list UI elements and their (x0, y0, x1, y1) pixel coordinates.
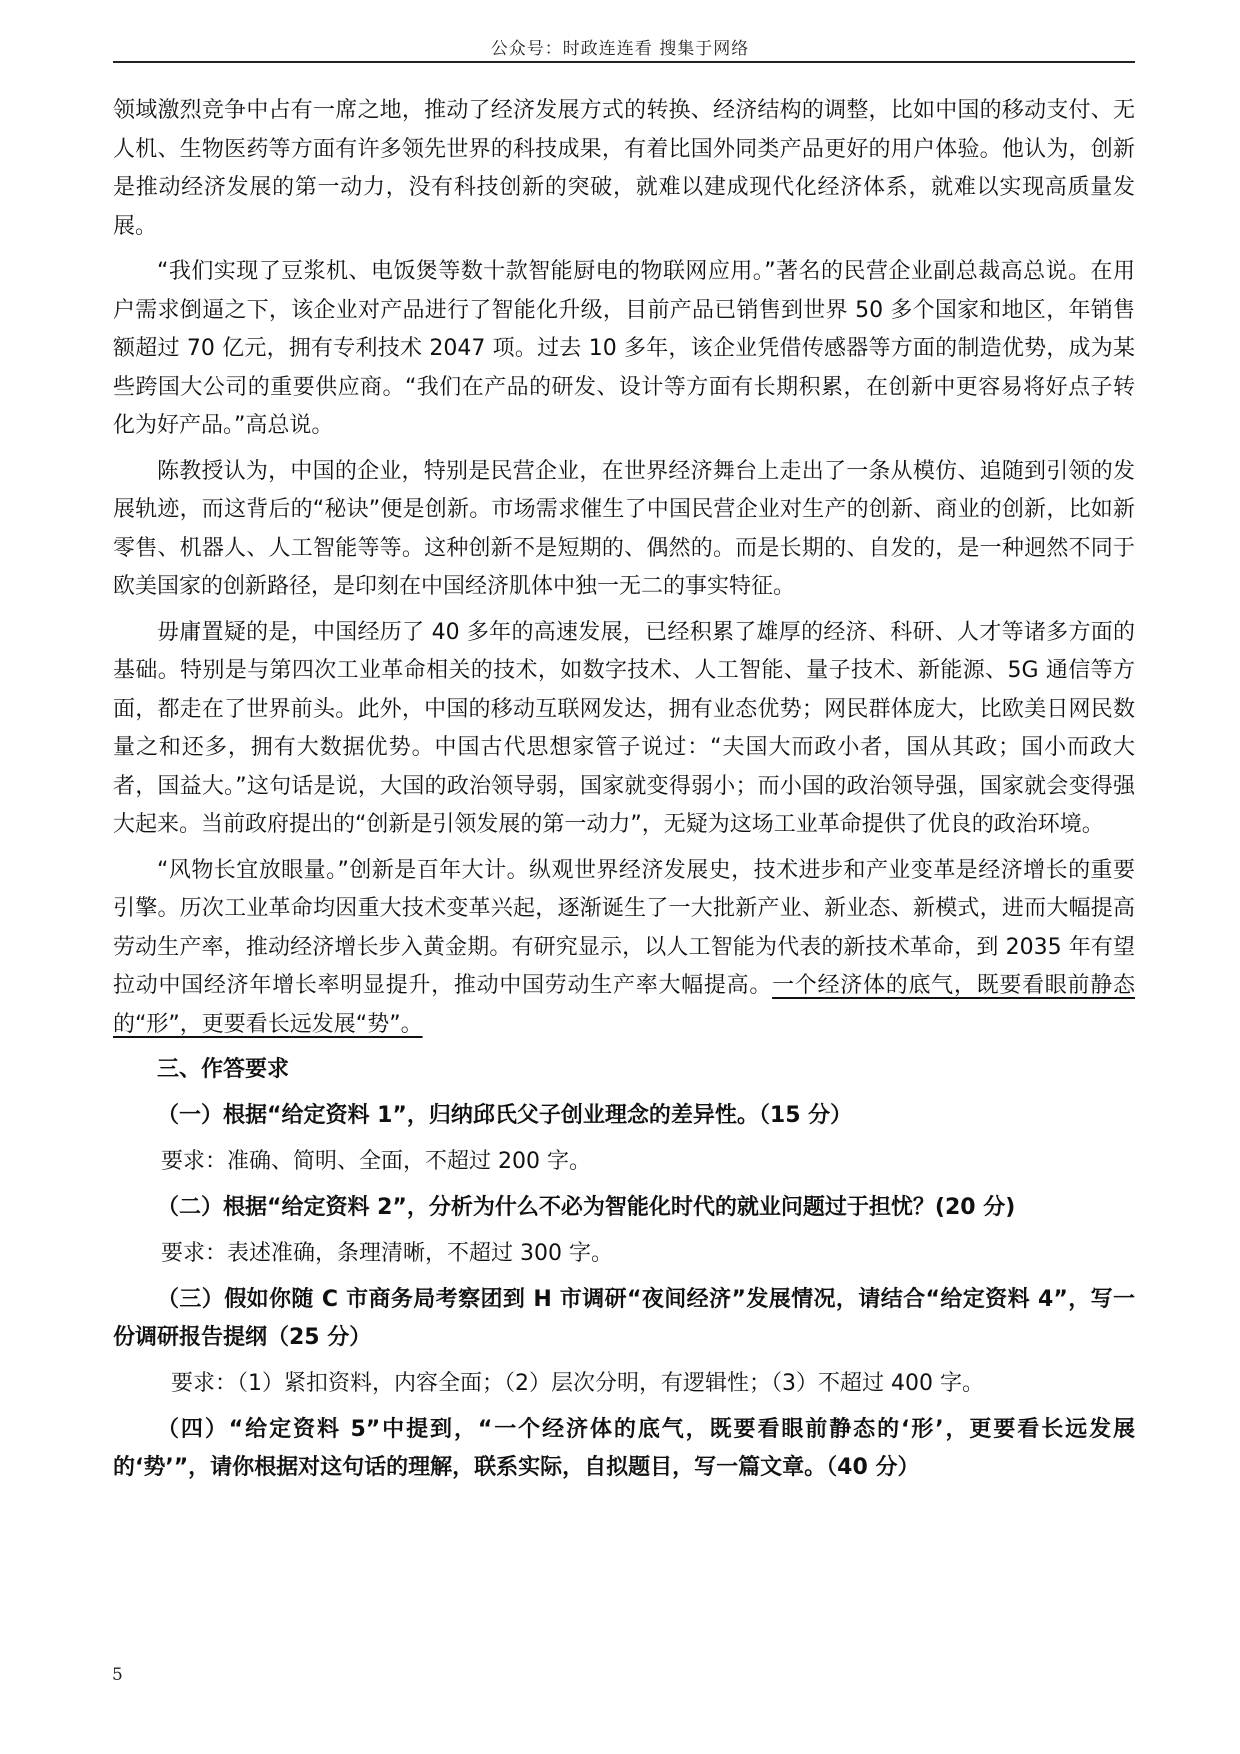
body-paragraph-5-text: “风物长宜放眼量。”创新是百年大计。纵观世界经济发展史，技术进步和产业变革是经济增长的重要引擎。历次工业革命均因重大技术变革兴起，逐渐诞生了一大批新产业、新业态、新模式，进而大幅提高劳动生产率，推动经济增长步入黄金期。有研究显示，以人工智能为代表的新技术革命，到 2035 年有望拉动中国经济年增长率明显提升，推动中国劳动生产率大幅提高。 (113, 857, 1135, 998)
question-2: （二）根据“给定资料 2”，分析为什么不必为智能化时代的就业问题过于担忧？(20 分) (157, 1195, 1016, 1220)
question-2-requirement: 要求：表述准确，条理清晰，不超过 300 字。 (161, 1241, 613, 1266)
page-number: 5 (112, 1665, 123, 1685)
document-body (113, 92, 1135, 1495)
body-paragraph-4: 毋庸置疑的是，中国经历了 40 多年的高速发展，已经积累了雄厚的经济、科研、人才等诸多方面的基础。特别是与第四次工业革命相关的技术，如数字技术、人工智能、量子技术、新能源、5G 通信等方面，都走在了世界前头。此外，中国的移动互联网发达，拥有业态优势；网民群体庞大，比欧美日网民数量之和还多，拥有大数据优势。中国古代思想家管子说过：“夫国大而政小者，国从其政；国小而政大者，国益大。”这句话是说，大国的政治领导弱，国家就变得弱小；而小国的政治领导强，国家就会变得强大起来。当前政府提出的“创新是引领发展的第一动力”，无疑为这场工业革命提供了优良的政治环境。 (113, 619, 1135, 837)
body-paragraph-2: “我们实现了豆浆机、电饭煲等数十款智能厨电的物联网应用。”著名的民营企业副总裁高总说。在用户需求倒逼之下，该企业对产品进行了智能化升级，目前产品已销售到世界 50 多个国家和地区，年销售额超过 70 亿元，拥有专利技术 2047 项。过去 10 多年，该企业凭借传感器等方面的制造优势，成为某些跨国大公司的重要供应商。“我们在产品的研发、设计等方面有长期积累，在创新中更容易将好点子转化为好产品。”高总说。 (113, 259, 1135, 438)
header-divider (113, 61, 1135, 63)
body-paragraph-5 (113, 852, 1135, 1045)
question-1: （一）根据“给定资料 1”，归纳邱氏父子创业理念的差异性。（15 分） (157, 1103, 853, 1128)
page-header: 公众号：时政连连看 搜集于网络 (490, 39, 750, 59)
section-title-answer-requirements: 三、作答要求 (157, 1057, 290, 1082)
underlined-key-sentence: 一个经济体的底气，既要看眼前静态的“形”，更要看长远发展“势”。 (113, 973, 1135, 1037)
question-3-requirement: 要求：（1）紧扣资料，内容全面；（2）层次分明，有逻辑性；（3）不超过 400 字。 (171, 1371, 984, 1396)
question-3: （三）假如你随 C 市商务局考察团到 H 市调研“夜间经济”发展情况，请结合“给定资料 4”，写一份调研报告提纲（25 分） (113, 1287, 1135, 1350)
question-1-requirement: 要求：准确、简明、全面，不超过 200 字。 (161, 1149, 591, 1174)
body-paragraph-3: 陈教授认为，中国的企业，特别是民营企业，在世界经济舞台上走出了一条从模仿、追随到引领的发展轨迹，而这背后的“秘诀”便是创新。市场需求催生了中国民营企业对生产的创新、商业的创新，比如新零售、机器人、人工智能等等。这种创新不是短期的、偶然的。而是长期的、自发的，是一种迥然不同于欧美国家的创新路径，是印刻在中国经济肌体中独一无二的事实特征。 (113, 458, 1135, 599)
body-paragraph-1: 领域激烈竞争中占有一席之地，推动了经济发展方式的转换、经济结构的调整，比如中国的移动支付、无人机、生物医药等方面有许多领先世界的科技成果，有着比国外同类产品更好的用户体验。他认为，创新是推动经济发展的第一动力，没有科技创新的突破，就难以建成现代化经济体系，就难以实现高质量发展。 (113, 98, 1135, 239)
question-4: （四）“给定资料 5”中提到，“一个经济体的底气，既要看眼前静态的‘形’，更要看长远发展的‘势’”，请你根据对这句话的理解，联系实际，自拟题目，写一篇文章。（40 分） (113, 1417, 1135, 1480)
